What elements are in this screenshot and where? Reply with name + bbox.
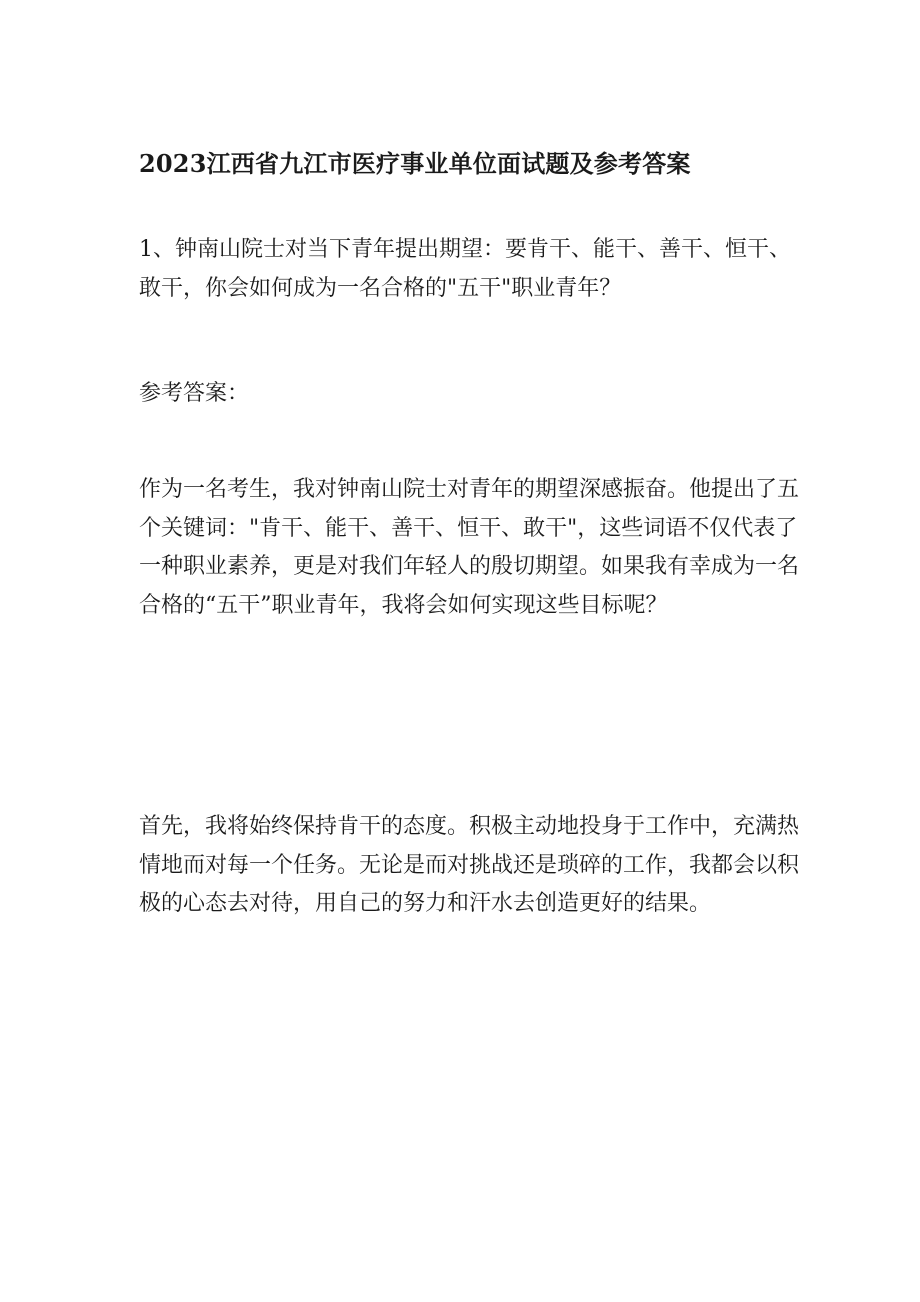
answer-intro-paragraph (139, 471, 799, 625)
answer-paragraph-1 (139, 808, 799, 924)
paragraph-line: 极的心态去对待，用自己的努力和汗水去创造更好的结果。 (139, 891, 712, 916)
paragraph-line: 首先，我将始终保持肯干的态度。积极主动地投身于工作中，充满热 (139, 814, 800, 839)
answer-label: 参考答案： (139, 381, 250, 406)
paragraph-line: 合格的“五干”职业青年，我将会如何实现这些目标呢？ (139, 592, 668, 618)
paragraph-line: 一种职业素养，更是对我们年轻人的殷切期望。如果我有幸成为一名 (139, 554, 800, 579)
paragraph-line: 情地而对每一个任务。无论是而对挑战还是琐碎的工作，我都会以积 (139, 852, 800, 878)
question-1 (139, 231, 799, 308)
paragraph-line: 个关键词："肯干、能干、善干、恒干、敢干"，这些词语不仅代表了 (139, 515, 798, 541)
paragraph-line: 作为一名考生，我对钟南山院士对青年的期望深感振奋。他提出了五 (139, 477, 800, 502)
document-title: 2023江西省九江市医疗事业单位面试题及参考答案 (139, 149, 691, 178)
question-line: 1、钟南山院士对当下青年提出期望：要肯干、能干、善干、恒干、 (139, 237, 791, 262)
question-line: 敢干，你会如何成为一名合格的"五干"职业青年？ (139, 275, 622, 301)
